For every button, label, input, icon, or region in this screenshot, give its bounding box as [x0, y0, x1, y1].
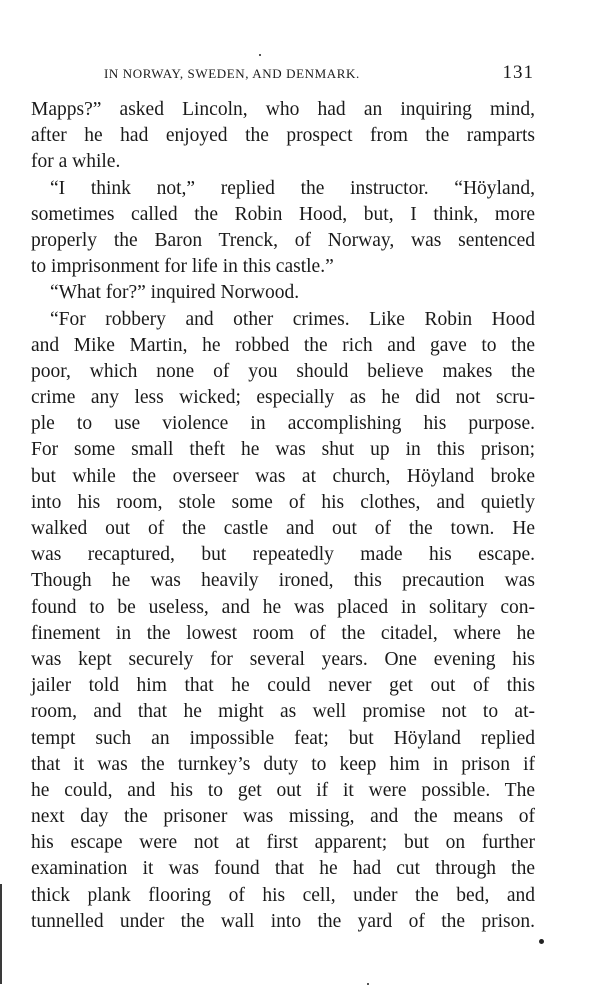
text-line: jailer told him that he could never get out of this [31, 675, 535, 697]
text-line: and Mike Martin, he robbed the rich and gave to the [31, 334, 535, 356]
text-line: found to be useless, and he was placed in solitary con- [31, 596, 535, 618]
text-line: For some small theft he was shut up in this prison; [31, 439, 535, 461]
text-line: thick plank flooring of his cell, under the bed, and [31, 884, 535, 906]
text-line: his escape were not at first apparent; but on further [31, 832, 535, 854]
text-line: room, and that he might as well promise not to at- [31, 701, 535, 723]
text-line: into his room, stole some of his clothes, and quietly [31, 491, 535, 513]
text-line: finement in the lowest room of the citadel, where he [31, 622, 535, 644]
text-line: “What for?” inquired Norwood. [50, 282, 300, 304]
gutter-edge-mark [0, 884, 2, 984]
ink-dot [539, 939, 544, 944]
text-line: properly the Baron Trenck, of Norway, was sentenced [31, 229, 535, 251]
text-line: to imprisonment for life in this castle.” [31, 256, 334, 278]
ink-speck [259, 54, 261, 56]
text-line: that it was the turnkey’s duty to keep him in prison if [31, 753, 535, 775]
text-line: for a while. [31, 151, 121, 173]
text-line: poor, which none of you should believe makes the [31, 360, 535, 382]
text-line: “I think not,” replied the instructor. “Höyland, [50, 177, 535, 199]
text-line: sometimes called the Robin Hood, but, I think, more [31, 203, 535, 225]
running-head [104, 62, 534, 84]
ink-speck [367, 983, 369, 985]
page-number: 131 [502, 62, 534, 83]
text-line: ple to use violence in accomplishing his purpose. [31, 413, 535, 435]
text-line: but while the overseer was at church, Höyland broke [31, 465, 535, 487]
body-text [31, 97, 535, 935]
text-line: walked out of the castle and out of the town. He [31, 518, 535, 539]
text-line: next day the prisoner was missing, and the means of [31, 806, 535, 828]
running-head-title: IN NORWAY, SWEDEN, AND DENMARK. [104, 66, 360, 81]
text-line: examination it was found that he had cut through the [31, 858, 535, 880]
text-line: was recaptured, but repeatedly made his escape. [31, 544, 535, 566]
text-line: after he had enjoyed the prospect from the ramparts [31, 125, 535, 147]
text-line: “For robbery and other crimes. Like Robin Hood [50, 308, 535, 330]
text-line: was kept securely for several years. One evening his [31, 648, 535, 670]
text-line: Though he was heavily ironed, this precaution was [31, 570, 535, 592]
text-line: crime any less wicked; especially as he did not scru- [31, 387, 535, 409]
text-line: tempt such an impossible feat; but Höyland replied [31, 727, 535, 749]
text-line: he could, and his to get out if it were possible. The [31, 779, 535, 801]
text-line: Mapps?” asked Lincoln, who had an inquiring mind, [31, 99, 535, 120]
text-line: tunnelled under the wall into the yard of the prison. [31, 910, 535, 932]
